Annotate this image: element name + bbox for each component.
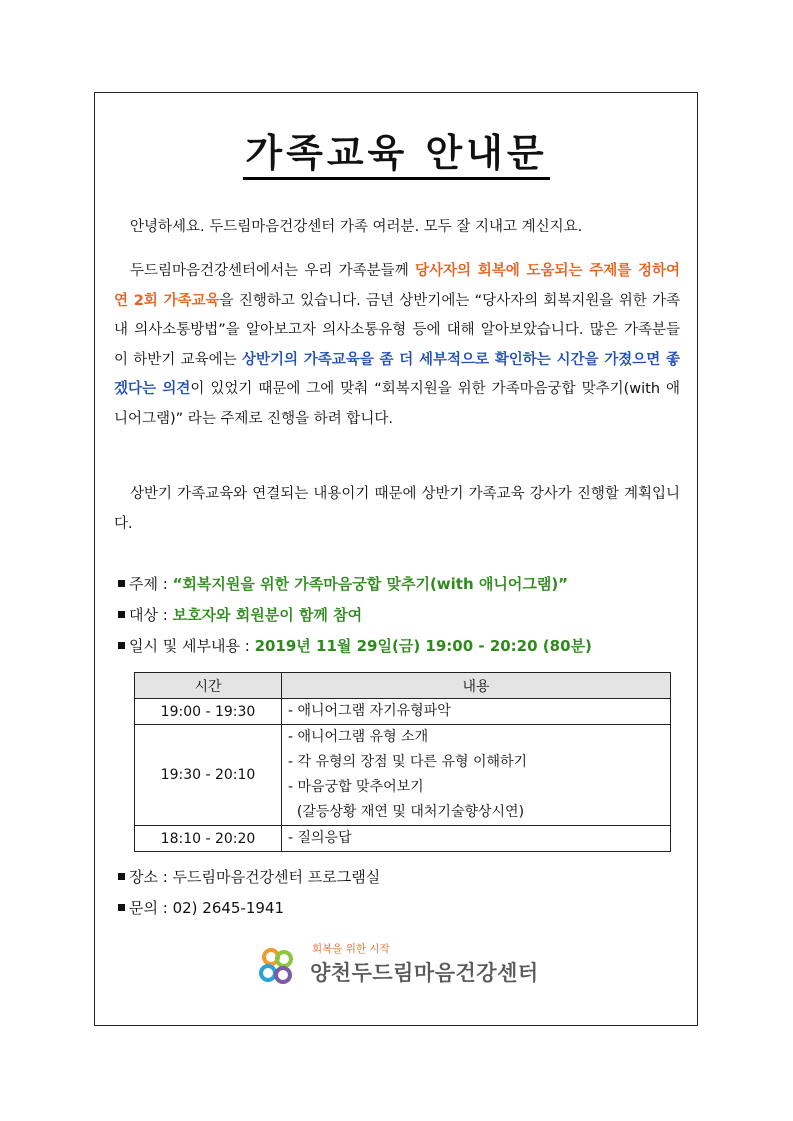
center-logo [255,940,555,990]
logo-name: 양천두드림마음건강센터 [310,961,539,985]
logo-slogan: 회복을 위한 시작 [312,943,390,955]
highlight-education-frequency: 당사자의 회복에 도움되는 주제를 정하여 연 2회 가족교육 [114,263,680,309]
page-title: 가족교육 안내문 [0,130,793,176]
date-bullet: 일시 및 세부내용 : 2019년 11월 29일(금) 19:00 - 20:20 (80분) [118,631,592,662]
info-bullets [118,569,592,662]
target-bullet: 대상 : 보호자와 회원분이 함께 참여 [118,600,592,631]
header-content: 내용 [282,673,671,699]
table-row: 19:30 - 20:10 - 애니어그램 유형 소개 - 각 유형의 장점 및 다른 유형 이해하기 - 마음궁합 맞추어보기 (갈등상황 재연 및 대처기술향상시연) [135,725,671,826]
closing-paragraph: 상반기 가족교육와 연결되는 내용이기 때문에 상반기 가족교육 강사가 진행할 계획입니다. [114,486,680,532]
table-row: 18:10 - 20:20 - 질의응답 [135,826,671,852]
topic-bullet: 주제 : “회복지원을 위한 가족마음궁합 맞추기(with 애니어그램)” [118,569,592,600]
contact-info [118,862,380,924]
contact-bullet: 문의 : 02) 2645-1941 [118,893,380,924]
table-row: 19:00 - 19:30 - 애니어그램 자기유형파악 [135,699,671,725]
place-bullet: 장소 : 두드림마음건강센터 프로그램실 [118,862,380,893]
logo-mark-icon [255,944,299,988]
schedule-table [134,672,671,852]
body-paragraph: 두드림마음건강센터에서는 우리 가족분들께 당사자의 회복에 도움되는 주제를 정하여 연 2회 가족교육을 진행하고 있습니다. 금년 상반기에는 “당사자의 회복지원을 위한 가족내 의사소통방법”을 알아보고자 의사소통유형 등에 대해 알아보았습니다. 많은 가족분들이 하반기 교육에는 상반기의 가족교육을 좀 더 세부적으로 확인하는 시간을 가졌으면 좋겠다는 의견이 있었기 때문에 그에 맞춰 “회복지원을 위한 가족마음궁합 맞추기(with 애니어그램)” 라는 주제로 진행을 하려 합니다. [114,263,680,427]
header-time: 시간 [135,673,282,699]
greeting-paragraph: 안녕하세요. 두드림마음건강센터 가족 여러분. 모두 잘 지내고 계신지요. [130,219,583,235]
highlight-family-opinion: 상반기의 가족교육을 좀 더 세부적으로 확인하는 시간을 가졌으면 좋겠다는 의견 [114,351,680,397]
